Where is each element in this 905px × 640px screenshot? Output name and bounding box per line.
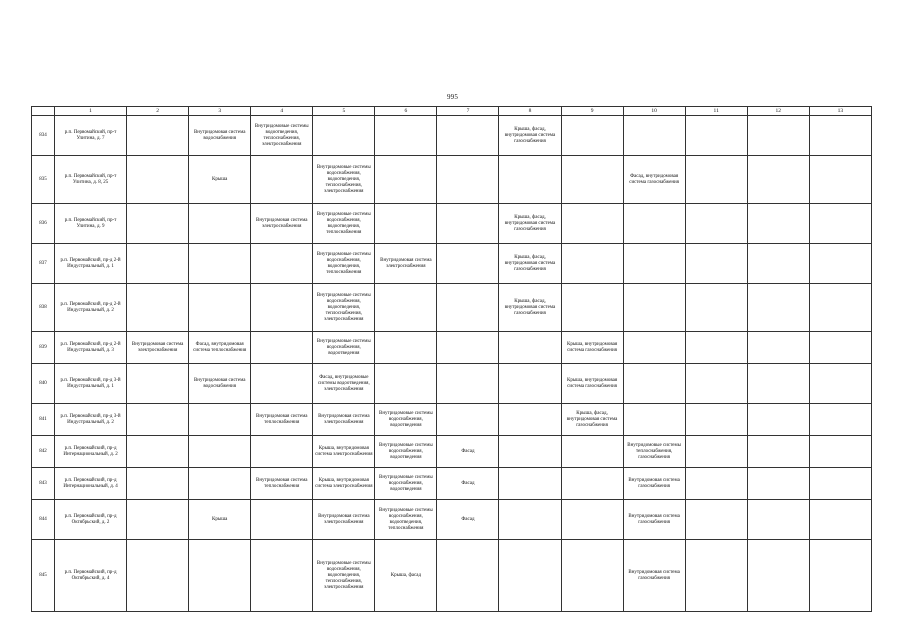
- work-cell: [747, 332, 809, 364]
- work-cell: [623, 116, 685, 156]
- work-cell: [561, 468, 623, 500]
- work-cell: [561, 204, 623, 244]
- work-cell: [809, 404, 871, 436]
- work-cell: [127, 204, 189, 244]
- work-cell: [809, 468, 871, 500]
- address-cell: р.п. Первомайский, пр-д 2-й Индустриальный, д. 3: [55, 332, 127, 364]
- work-cell: Фасад: [437, 500, 499, 540]
- address-cell: р.п. Первомайский, пр-д 2-й Индустриальный, д. 1: [55, 244, 127, 284]
- work-cell: [623, 244, 685, 284]
- table-row: [32, 500, 872, 540]
- work-cell: [685, 116, 747, 156]
- column-number-2: 2: [127, 107, 189, 116]
- work-cell: [189, 540, 251, 612]
- column-number-5: 5: [313, 107, 375, 116]
- work-cell: Крыша: [189, 500, 251, 540]
- address-cell: р.п. Первомайский, пр-д 2-й Индустриальный, д. 2: [55, 284, 127, 332]
- table-row: [32, 540, 872, 612]
- work-cell: [437, 116, 499, 156]
- work-cell: Внутридомовые системы водоснабжения, водоотведения: [375, 436, 437, 468]
- work-cell: [127, 500, 189, 540]
- work-cell: [747, 116, 809, 156]
- address-cell: р.п. Первомайский, пр-т Улитина, д. 8, 25: [55, 156, 127, 204]
- work-cell: Внутридомовые системы водоснабжения, водоотведения, теплоснабжения: [313, 204, 375, 244]
- work-cell: [747, 468, 809, 500]
- work-cell: [375, 364, 437, 404]
- page-number: 995: [446, 93, 459, 101]
- work-cell: [685, 284, 747, 332]
- work-cell: [499, 364, 561, 404]
- work-cell: [747, 404, 809, 436]
- address-cell: р.п. Первомайский, пр-д Октябрьский, д. 2: [55, 500, 127, 540]
- column-number-10: 10: [623, 107, 685, 116]
- work-cell: [437, 404, 499, 436]
- work-cell: Внутридомовые системы водоснабжения, водоотведения: [313, 332, 375, 364]
- work-cell: Крыша, фасад: [375, 540, 437, 612]
- work-cell: [685, 364, 747, 404]
- work-cell: Внутридомовые системы водоснабжения, водоотведения, теплоснабжения: [375, 500, 437, 540]
- work-cell: [189, 284, 251, 332]
- work-cell: [127, 244, 189, 284]
- work-cell: [251, 284, 313, 332]
- row-number: 835: [32, 156, 55, 204]
- work-cell: [561, 436, 623, 468]
- work-cell: [437, 156, 499, 204]
- work-cell: Крыша, внутридомовая система электроснабжения: [313, 468, 375, 500]
- work-cell: [809, 156, 871, 204]
- work-cell: [809, 204, 871, 244]
- work-cell: Фасад, внутридомовая система газоснабжения: [623, 156, 685, 204]
- table-row: [32, 404, 872, 436]
- row-number: 842: [32, 436, 55, 468]
- work-cell: [189, 244, 251, 284]
- work-cell: [251, 156, 313, 204]
- work-cell: Внутридомовые системы водоснабжения, водоотведения, теплоснабжения, электроснабжения: [313, 540, 375, 612]
- work-cell: [685, 156, 747, 204]
- work-cell: [251, 540, 313, 612]
- work-cell: Внутридомовая система электроснабжения: [313, 500, 375, 540]
- work-cell: Внутридомовые системы водоснабжения, водоотведения, теплоснабжения: [313, 244, 375, 284]
- column-number-6: 6: [375, 107, 437, 116]
- work-cell: Внутридомовая система водоснабжения: [189, 116, 251, 156]
- work-cell: [499, 332, 561, 364]
- work-cell: [747, 284, 809, 332]
- work-cell: Крыша, фасад, внутридомовая система газоснабжения: [499, 244, 561, 284]
- row-number: 844: [32, 500, 55, 540]
- work-cell: Внутридомовые системы водоснабжения, водоотведения, теплоснабжения, электроснабжения: [313, 284, 375, 332]
- work-cell: [561, 156, 623, 204]
- work-cell: Внутридомовая система газоснабжения: [623, 540, 685, 612]
- work-cell: Внутридомовые системы водоснабжения, водоотведения: [375, 468, 437, 500]
- work-cell: [437, 284, 499, 332]
- work-cell: [437, 244, 499, 284]
- work-cell: [189, 404, 251, 436]
- row-number: 838: [32, 284, 55, 332]
- work-cell: [809, 244, 871, 284]
- work-cell: [685, 540, 747, 612]
- table-row: [32, 364, 872, 404]
- work-cell: Внутридомовая система электроснабжения: [375, 244, 437, 284]
- header-corner-cell: [32, 107, 55, 116]
- column-number-9: 9: [561, 107, 623, 116]
- work-cell: Фасад: [437, 468, 499, 500]
- work-cell: [127, 404, 189, 436]
- work-cell: [809, 540, 871, 612]
- work-cell: Внутридомовая система водоснабжения: [189, 364, 251, 404]
- column-number-11: 11: [685, 107, 747, 116]
- work-cell: [747, 436, 809, 468]
- work-cell: [251, 332, 313, 364]
- work-cell: Внутридомовые системы водоотведения, теплоснабжения, электроснабжения: [251, 116, 313, 156]
- work-cell: [623, 332, 685, 364]
- work-cell: [561, 500, 623, 540]
- work-cell: Крыша, фасад, внутридомовая система газоснабжения: [499, 204, 561, 244]
- table-row: [32, 116, 872, 156]
- table-row: [32, 332, 872, 364]
- table-row: [32, 436, 872, 468]
- work-cell: [747, 204, 809, 244]
- work-cell: [499, 404, 561, 436]
- work-cell: [437, 332, 499, 364]
- work-cell: Крыша, фасад, внутридомовая система газоснабжения: [561, 404, 623, 436]
- work-cell: [375, 156, 437, 204]
- work-cell: [313, 116, 375, 156]
- work-cell: [747, 364, 809, 404]
- work-cell: Внутридомовая система теплоснабжения: [251, 404, 313, 436]
- table-row: [32, 244, 872, 284]
- row-number: 834: [32, 116, 55, 156]
- work-cell: [499, 156, 561, 204]
- row-number: 839: [32, 332, 55, 364]
- work-cell: [375, 332, 437, 364]
- work-cell: Внутридомовые системы водоснабжения, водоотведения, теплоснабжения, электроснабжения: [313, 156, 375, 204]
- work-cell: [127, 284, 189, 332]
- column-number-header: [32, 107, 872, 116]
- column-number-3: 3: [189, 107, 251, 116]
- work-cell: [375, 284, 437, 332]
- address-cell: р.п. Первомайский, пр-д Интернациональный, д. 2: [55, 436, 127, 468]
- address-cell: р.п. Первомайский, пр-д 3-й Индустриальный, д. 2: [55, 404, 127, 436]
- work-cell: [189, 204, 251, 244]
- row-number: 841: [32, 404, 55, 436]
- work-cell: [747, 500, 809, 540]
- work-cell: [561, 244, 623, 284]
- work-cell: [747, 244, 809, 284]
- work-cell: [499, 540, 561, 612]
- work-cell: [127, 364, 189, 404]
- work-cell: [189, 436, 251, 468]
- work-cell: [685, 404, 747, 436]
- address-cell: р.п. Первомайский, пр-д Интернациональный, д. 4: [55, 468, 127, 500]
- work-cell: [251, 500, 313, 540]
- work-cell: [189, 468, 251, 500]
- work-cell: [437, 364, 499, 404]
- work-cell: [561, 540, 623, 612]
- work-cell: [499, 500, 561, 540]
- address-cell: р.п. Первомайский, пр-т Улитина, д. 9: [55, 204, 127, 244]
- work-cell: [623, 364, 685, 404]
- column-number-8: 8: [499, 107, 561, 116]
- row-number: 836: [32, 204, 55, 244]
- work-cell: [375, 204, 437, 244]
- work-cell: [623, 284, 685, 332]
- work-cell: [499, 468, 561, 500]
- work-cell: [747, 540, 809, 612]
- work-cell: [127, 156, 189, 204]
- column-number-13: 13: [809, 107, 871, 116]
- repair-schedule-table: [31, 106, 872, 612]
- work-cell: Крыша, фасад, внутридомовая система газоснабжения: [499, 116, 561, 156]
- work-cell: Крыша: [189, 156, 251, 204]
- column-number-1: 1: [55, 107, 127, 116]
- work-cell: Крыша, внутридомовая система газоснабжения: [561, 332, 623, 364]
- column-number-7: 7: [437, 107, 499, 116]
- work-cell: [251, 436, 313, 468]
- work-cell: Крыша, фасад, внутридомовая система газоснабжения: [499, 284, 561, 332]
- work-cell: Внутридомовые системы водоснабжения, водоотведения: [375, 404, 437, 436]
- work-cell: Фасад, внутридомовая система теплоснабжения: [189, 332, 251, 364]
- work-cell: [375, 116, 437, 156]
- work-cell: Внутридомовая система теплоснабжения: [251, 468, 313, 500]
- work-cell: Внутридомовая система газоснабжения: [623, 500, 685, 540]
- work-cell: [251, 364, 313, 404]
- column-number-4: 4: [251, 107, 313, 116]
- work-cell: [561, 284, 623, 332]
- table-row: [32, 156, 872, 204]
- row-number: 843: [32, 468, 55, 500]
- work-cell: [809, 332, 871, 364]
- work-cell: [561, 116, 623, 156]
- row-number: 837: [32, 244, 55, 284]
- work-cell: [127, 436, 189, 468]
- column-number-12: 12: [747, 107, 809, 116]
- work-cell: [127, 116, 189, 156]
- work-cell: [685, 332, 747, 364]
- work-cell: [127, 540, 189, 612]
- work-cell: Внутридомовая система газоснабжения: [623, 468, 685, 500]
- work-cell: Крыша, внутридомовая система газоснабжения: [561, 364, 623, 404]
- work-cell: [809, 500, 871, 540]
- work-cell: [685, 436, 747, 468]
- work-cell: [623, 204, 685, 244]
- address-cell: р.п. Первомайский, пр-д 3-й Индустриальный, д. 1: [55, 364, 127, 404]
- work-cell: Внутридомовая система электроснабжения: [251, 204, 313, 244]
- work-cell: [685, 204, 747, 244]
- work-cell: [809, 116, 871, 156]
- work-cell: Крыша, внутридомовая система электроснабжения: [313, 436, 375, 468]
- work-cell: [251, 244, 313, 284]
- work-cell: [685, 500, 747, 540]
- work-cell: [809, 284, 871, 332]
- work-cell: [809, 364, 871, 404]
- row-number: 840: [32, 364, 55, 404]
- work-cell: [437, 540, 499, 612]
- table-row: [32, 468, 872, 500]
- work-cell: Фасад, внутридомовые системы водоотведения, электроснабжения: [313, 364, 375, 404]
- work-cell: [747, 156, 809, 204]
- work-cell: Внутридомовая система электроснабжения: [127, 332, 189, 364]
- address-cell: р.п. Первомайский, пр-д Октябрьский, д. 4: [55, 540, 127, 612]
- work-cell: [685, 244, 747, 284]
- work-cell: [623, 404, 685, 436]
- table-row: [32, 204, 872, 244]
- work-cell: [809, 436, 871, 468]
- table-row: [32, 284, 872, 332]
- row-number: 845: [32, 540, 55, 612]
- work-cell: Фасад: [437, 436, 499, 468]
- address-cell: р.п. Первомайский, пр-т Улитина, д. 7: [55, 116, 127, 156]
- work-cell: [127, 468, 189, 500]
- work-cell: [437, 204, 499, 244]
- work-cell: [685, 468, 747, 500]
- work-cell: Внутридомовая система электроснабжения: [313, 404, 375, 436]
- work-cell: [499, 436, 561, 468]
- work-cell: Внутридомовые системы теплоснабжения, газоснабжения: [623, 436, 685, 468]
